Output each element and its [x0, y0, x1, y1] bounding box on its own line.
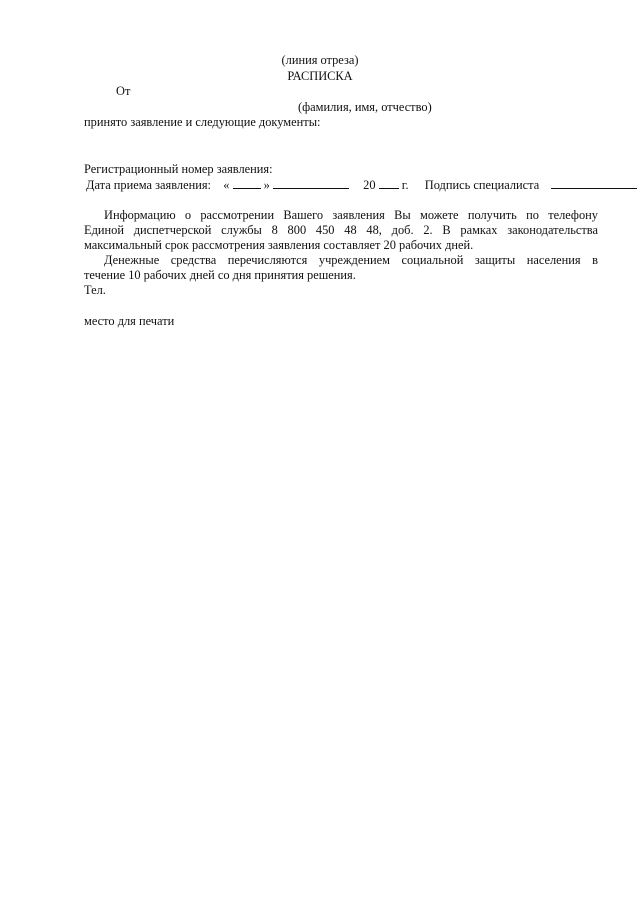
signature-label: Подпись специалиста	[424, 178, 540, 192]
money-line: течение 10 рабочих дней со дня принятия решения.	[84, 268, 356, 282]
info-paragraph	[84, 208, 598, 253]
stamp-place-label: место для печати	[84, 314, 175, 328]
day-blank[interactable]	[233, 177, 261, 189]
cut-line-label: (линия отреза)	[281, 53, 359, 67]
accepted-documents-text: принято заявление и следующие документы:	[84, 115, 321, 129]
year-suffix: г.	[401, 178, 409, 192]
month-blank[interactable]	[273, 177, 349, 189]
money-line: Денежные средства перечисляются учреждением социальной защиты населения в	[104, 253, 598, 267]
quote-close: »	[263, 178, 270, 192]
from-label: От	[116, 84, 131, 98]
receipt-title: РАСПИСКА	[287, 69, 353, 83]
date-signature-row	[86, 177, 637, 193]
money-paragraph	[84, 253, 598, 283]
signature-blank[interactable]	[551, 177, 637, 189]
quote-open: «	[223, 178, 230, 192]
date-label: Дата приема заявления:	[86, 178, 211, 192]
fio-hint: (фамилия, имя, отчество)	[298, 100, 432, 114]
registration-number-label: Регистрационный номер заявления:	[84, 162, 273, 176]
phone-label: Тел.	[84, 283, 106, 297]
year-blank[interactable]	[379, 177, 399, 189]
year-prefix: 20	[363, 178, 376, 192]
info-line: Информацию о рассмотрении Вашего заявления Вы можете получить по телефону	[104, 208, 598, 222]
info-line: Единой диспетчерской службы 8 800 450 48 48, доб. 2. В рамках законодательства	[84, 223, 598, 237]
info-line: максимальный срок рассмотрения заявления составляет 20 рабочих дней.	[84, 238, 474, 252]
